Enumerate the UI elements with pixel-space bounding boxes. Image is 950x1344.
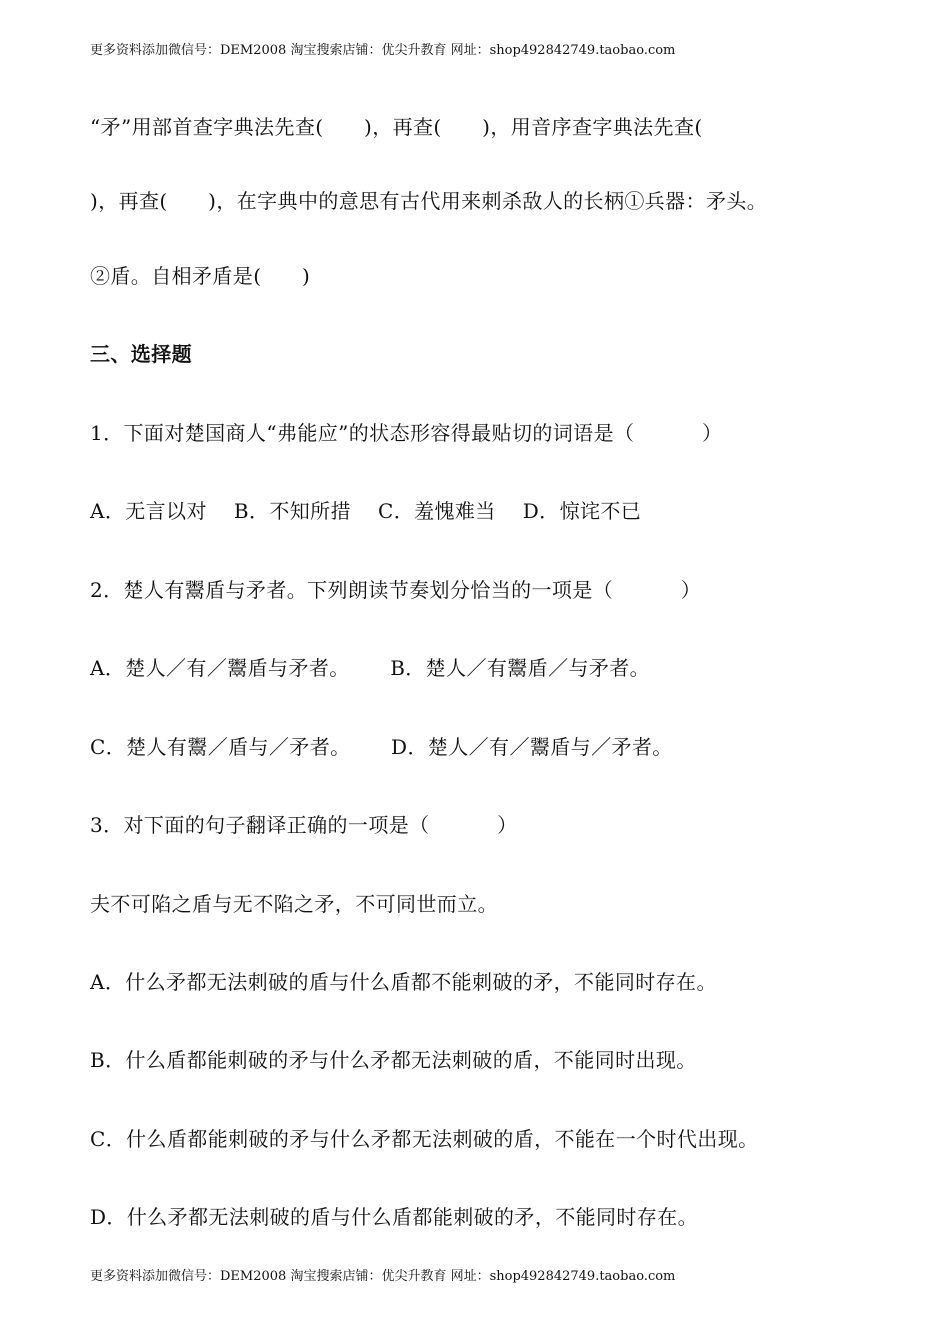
question-2-options-ab: A．楚人／有／鬻盾与矛者。 B．楚人／有鬻盾／与矛者。 [90,656,651,680]
question-2-options-cd: C．楚人有鬻／盾与／矛者。 D．楚人／有／鬻盾与／矛者。 [90,735,673,759]
question-1-options: A．无言以对 B．不知所措 C．羞愧难当 D．惊诧不已 [90,499,642,523]
page-header: 更多资料添加微信号：DEM2008 淘宝搜索店铺：优尖升教育 网址：shop492842749.taobao.com [90,43,676,58]
question-2-stem: 2．楚人有鬻盾与矛者。下列朗读节奏划分恰当的一项是（ ） [90,578,702,602]
fill-blank-line-2: )，再查( )，在字典中的意思有古代用来刺杀敌人的长柄①兵器：矛头。 [90,189,768,213]
section-title: 三、选择题 [90,342,192,366]
question-3-option-c: C．什么盾都能刺破的矛与什么矛都无法刺破的盾，不能在一个时代出现。 [90,1127,759,1151]
question-3-sentence: 夫不可陷之盾与无不陷之矛，不可同世而立。 [90,892,498,916]
question-1-stem: 1．下面对楚国商人“弗能应”的状态形容得最贴切的词语是（ ） [90,421,723,445]
question-3-stem: 3．对下面的句子翻译正确的一项是（ ） [90,813,518,837]
fill-blank-line-1: “矛”用部首查字典法先查( )，再查( )，用音序查字典法先查( [90,115,703,139]
page-footer: 更多资料添加微信号：DEM2008 淘宝搜索店铺：优尖升教育 网址：shop492842749.taobao.com [90,1269,676,1284]
question-3-option-b: B．什么盾都能刺破的矛与什么矛都无法刺破的盾，不能同时出现。 [90,1048,697,1072]
fill-blank-line-3: ②盾。自相矛盾是( ) [90,264,311,288]
question-3-option-d: D．什么矛都无法刺破的盾与什么盾都能刺破的矛，不能同时存在。 [90,1205,699,1229]
question-3-option-a: A．什么矛都无法刺破的盾与什么盾都不能刺破的矛，不能同时存在。 [90,970,717,994]
